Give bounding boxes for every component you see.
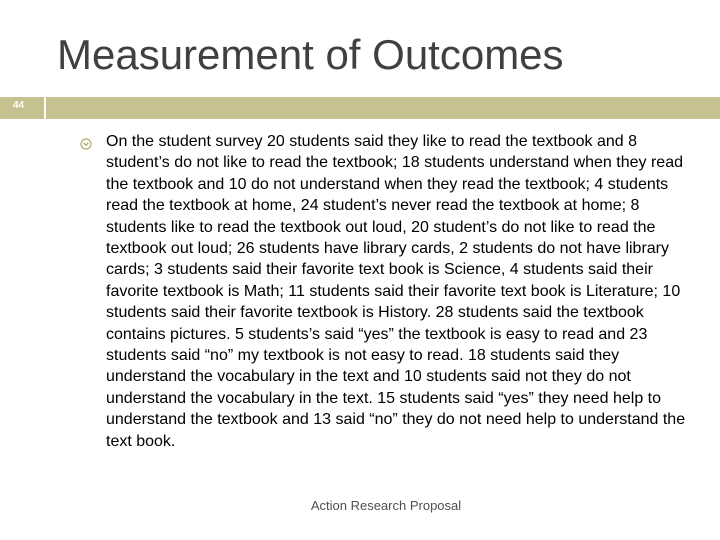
slide-footer: Action Research Proposal	[310, 498, 462, 513]
header-accent-bar	[46, 97, 720, 119]
slide-title: Measurement of Outcomes	[57, 31, 564, 78]
bullet-paragraph: On the student survey 20 students said they like to read the textbook and 8 student’s do not like to read the textbook; 18 students understand when they read the textbook and 10 do not understand when they read the textbook; 4 students read the textbook at home, 24 student’s never read the textbook at home; 8 students like to read the textbook out loud, 20 student’s do not like to read the textbook out loud; 26 students have library cards, 2 students do not have library cards; 3 students said their favorite text book is Science, 4 students said their favorite textbook is Math; 11 students said their favorite text book is Literature; 10 students said their favorite textbook is History. 28 students said the textbook contains pictures. 5 students’s said “yes” the textbook is easy to read and 23 students said “no” my textbook is not easy to read. 18 students said they understand the vocabulary in the text and 10 students said not they do not understand the vocabulary in the text. 15 students said “yes” they need help to understand the textbook and 13 said “no” they do not need help to understand the text book.	[106, 133, 686, 450]
slide-number: 44	[13, 100, 25, 111]
circle-chevron-icon	[80, 138, 92, 150]
